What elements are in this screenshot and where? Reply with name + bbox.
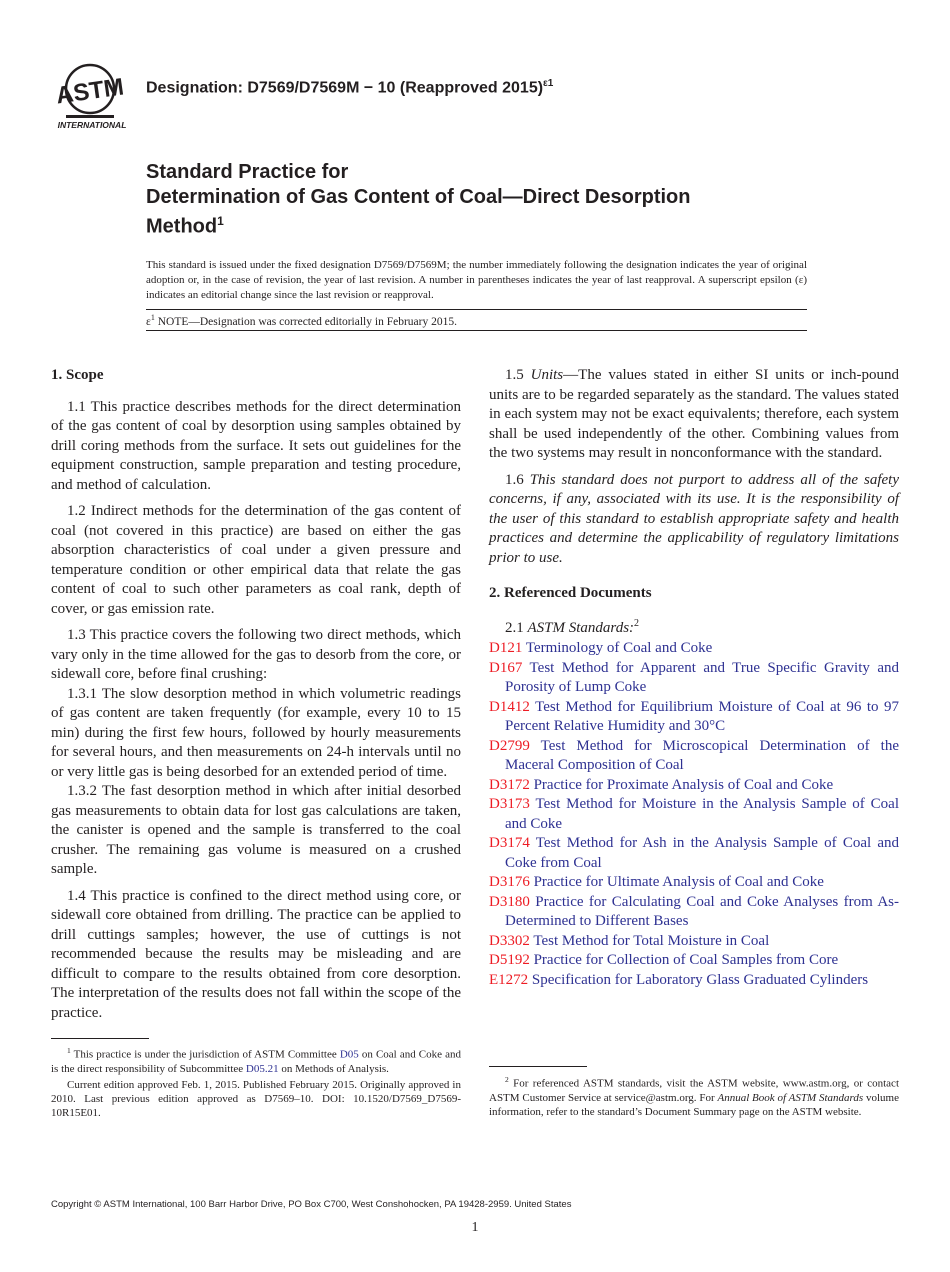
reference-title-link[interactable]: Test Method for Total Moisture in Coal	[533, 932, 770, 949]
paragraph-1-3-1: 1.3.1 The slow desorption method in which volumetric readings of gas content are taken frequently (for example, every 10 to 15 min) during the first few hours, followed by hourly measurements for several hours, and then measurements on 24-h intervals until no or very little gas is being desorbed for an extended period of time.	[51, 685, 461, 780]
reference-code-link[interactable]: D3176	[489, 874, 530, 890]
paragraph-1-6-italic: This standard does not purport to address all of the safety concerns, if any, associated with its use. It is the responsibility of the user of this standard to establish appropriate safety and health practices and determine the applicability of regulatory limitations prior to use.	[489, 471, 900, 566]
footnote-1-text-a: This practice is under the jurisdiction of ASTM Committee	[70, 1048, 340, 1061]
subsection-2-1	[489, 614, 899, 639]
footnote-divider	[51, 1038, 149, 1039]
intro-paragraph: This standard is issued under the fixed designation D7569/D7569M; the number immediately following the designation indicates the year of original adoption or, in the case of revision, the year of last revision. A number in parentheses indicates the year of last reapproval. A superscript epsilon (ε) indicates an editorial change since the last revision or reapproval.	[146, 259, 807, 301]
logo-subtext: INTERNATIONAL	[57, 120, 127, 130]
designation	[146, 78, 553, 97]
title-line-1: Standard Practice for	[146, 161, 349, 183]
footnote-1-marker: 1	[67, 1046, 71, 1055]
footnote-2-italic: Annual Book of ASTM Standards	[717, 1091, 864, 1104]
reference-title-link[interactable]: Test Method for Equilibrium Moisture of Coal at 96 to 97 Percent Relative Humidity and 30°C	[505, 698, 899, 734]
reference-code-link[interactable]: D5192	[489, 952, 530, 968]
reference-code-link[interactable]: D121	[489, 640, 523, 656]
left-column	[51, 366, 461, 1030]
note-text: NOTE—Designation was corrected editorially in February 2015.	[154, 315, 457, 328]
reference-code-link[interactable]: D3173	[489, 796, 530, 812]
reference-title-link[interactable]: Practice for Ultimate Analysis of Coal and Coke	[533, 874, 824, 890]
section-heading-scope: 1. Scope	[51, 367, 104, 383]
reference-code-link[interactable]: D3174	[489, 835, 530, 851]
reference-title-link[interactable]: Practice for Collection of Coal Samples from Core	[533, 952, 839, 968]
paragraph-1-6	[489, 471, 899, 569]
reference-title-link[interactable]: Test Method for Microscopical Determination of the Maceral Composition of Coal	[505, 737, 899, 773]
footnote-2-marker: 2	[505, 1075, 509, 1084]
astm-logo	[52, 62, 134, 132]
page-number: 1	[471, 1220, 479, 1235]
astm-logo-graphic	[52, 62, 134, 132]
designation-text: Designation: D7569/D7569M − 10 (Reapproved 2015)	[146, 79, 544, 97]
footnote-1	[51, 1044, 461, 1123]
reference-item	[489, 834, 899, 873]
note-sup: 1	[150, 313, 155, 322]
paragraph-1-4: 1.4 This practice is confined to the direct method using core, or sidewall core obtained from drilling. The practice can be applied to drill cuttings samples; however, the use of cuttings is not recommended because the results may be misleading and are difficult to compare to the results obtained from core desorption. The interpretation of the results does not fall within the scope of the practice.	[51, 887, 461, 1021]
reference-code-link[interactable]: D3172	[489, 776, 530, 793]
editorial-note	[146, 313, 457, 328]
committee-link[interactable]: D05	[339, 1048, 359, 1061]
reference-item	[489, 737, 899, 776]
reference-code-link[interactable]: E1272	[489, 971, 529, 988]
reference-code-link[interactable]: D3180	[489, 893, 530, 910]
document-title	[146, 160, 866, 239]
paragraph-1-3: 1.3 This practice covers the following two direct methods, which vary only in the time allowed for the gas to desorb from the core, or sidewall core, before final crushing:	[51, 627, 461, 682]
reference-item	[489, 893, 899, 932]
reference-item	[489, 776, 899, 796]
reference-item	[489, 873, 899, 893]
reference-title-link[interactable]: Practice for Proximate Analysis of Coal and Coke	[533, 776, 834, 793]
footnote-divider	[489, 1066, 587, 1067]
title-line-2: Determination of Gas Content of Coal—Direct Desorption	[146, 185, 691, 208]
reference-item	[489, 951, 899, 971]
paragraph-1-6-num: 1.6	[505, 471, 530, 488]
paragraph-1-5-text: —The values stated in either SI units or inch-pound units are to be regarded separately as the standard. The values stated in each system may not be exact equivalents; therefore, each system shall be used independently of the other. Combining values from the two systems may result in nonconformance with the standard.	[489, 367, 899, 461]
footnote-2-para	[489, 1073, 899, 1119]
reference-title-link[interactable]: Practice for Calculating Coal and Coke Analyses from As-Determined to Different Bases	[505, 893, 900, 929]
title-line-3-text: Method	[146, 215, 218, 238]
paragraph-1-2: 1.2 Indirect methods for the determination of the gas content of coal (not covered in this practice) are based on either the gas absorption characteristics of coal under a given pressure and temperature condition or other empirical data that relate the gas content of coal to such other parameters as coal rank, depth of cover, or gas emission rate.	[51, 503, 461, 617]
reference-item	[489, 795, 899, 834]
footnote-2	[489, 1073, 899, 1121]
reference-code-link[interactable]: D3302	[489, 932, 530, 949]
title-footnote-ref: 1	[217, 214, 224, 228]
reference-title-link[interactable]: Test Method for Apparent and True Specific Gravity and Porosity of Lump Coke	[505, 659, 899, 695]
reference-item	[489, 659, 899, 698]
reference-code-link[interactable]: D167	[489, 659, 523, 676]
footnote-1-para	[51, 1044, 461, 1076]
reference-title-link[interactable]: Terminology of Coal and Coke	[525, 640, 713, 656]
footnote-2-text-a: For referenced ASTM standards, visit the ASTM website, www.astm.org, or contact ASTM Customer Service at service@astm.org. For	[489, 1077, 899, 1104]
paragraph-1-5	[489, 366, 899, 464]
footnote-2-text-b: volume information, refer to the standard’s Document Summary page on the ASTM website.	[489, 1091, 899, 1119]
reference-code-link[interactable]: D1412	[489, 698, 530, 715]
section-heading-references: 2. Referenced Documents	[489, 585, 652, 601]
subsection-num: 2.1	[505, 619, 528, 636]
paragraph-1-1: 1.1 This practice describes methods for the direct determination of the gas content of coal by desorption using samples obtained by drill coring methods from the surface. It sets out guidelines for the equipment construction, sample preparation and testing procedure, and method of calculation.	[51, 398, 461, 493]
reference-item	[489, 639, 899, 659]
subcommittee-link[interactable]: D05.21	[245, 1062, 279, 1075]
paragraph-1-5-italic: Units	[530, 367, 564, 383]
note-symbol: ε	[146, 315, 151, 328]
divider	[146, 309, 807, 310]
subsection-footnote-ref: 2	[634, 617, 640, 629]
footnote-1-edition: Current edition approved Feb. 1, 2015. Published February 2015. Originally approved in 2010. Last previous edition approved as D7569–10. DOI: 10.1520/D7569_D7569-10R15E01.	[51, 1079, 461, 1120]
footnote-1-text-b: on Coal and Coke and is the direct responsibility of Subcommittee	[51, 1048, 462, 1075]
subsection-title: ASTM Standards:	[527, 619, 635, 636]
reference-item	[489, 971, 899, 991]
reference-title-link[interactable]: Test Method for Moisture in the Analysis Sample of Coal and Coke	[505, 796, 900, 832]
reference-title-link[interactable]: Specification for Laboratory Glass Graduated Cylinders	[531, 971, 869, 988]
logo-letters: ASTM	[54, 73, 126, 110]
title-line-3	[146, 209, 866, 239]
designation-epsilon: ε1	[543, 78, 554, 89]
divider	[146, 330, 807, 331]
copyright-footer: Copyright © ASTM International, 100 Barr Harbor Drive, PO Box C700, West Conshohocken, PA 19428-2959. United States	[51, 1199, 572, 1210]
footnote-1-text-c: on Methods of Analysis.	[278, 1062, 389, 1075]
reference-item	[489, 698, 899, 737]
paragraph-1-5-num: 1.5	[505, 367, 531, 383]
right-column	[489, 366, 899, 990]
reference-list	[489, 639, 899, 990]
paragraph-1-3-2: 1.3.2 The fast desorption method in which after initial desorbed gas measurements to obtain data for lost gas calculations are taken, the canister is opened and the sample is transferred to the coal crusher. The remaining gas volume is measured on a crushed sample.	[51, 783, 461, 877]
reference-title-link[interactable]: Test Method for Ash in the Analysis Sample of Coal and Coke from Coal	[505, 835, 899, 871]
reference-code-link[interactable]: D2799	[489, 737, 530, 754]
reference-item	[489, 932, 899, 952]
